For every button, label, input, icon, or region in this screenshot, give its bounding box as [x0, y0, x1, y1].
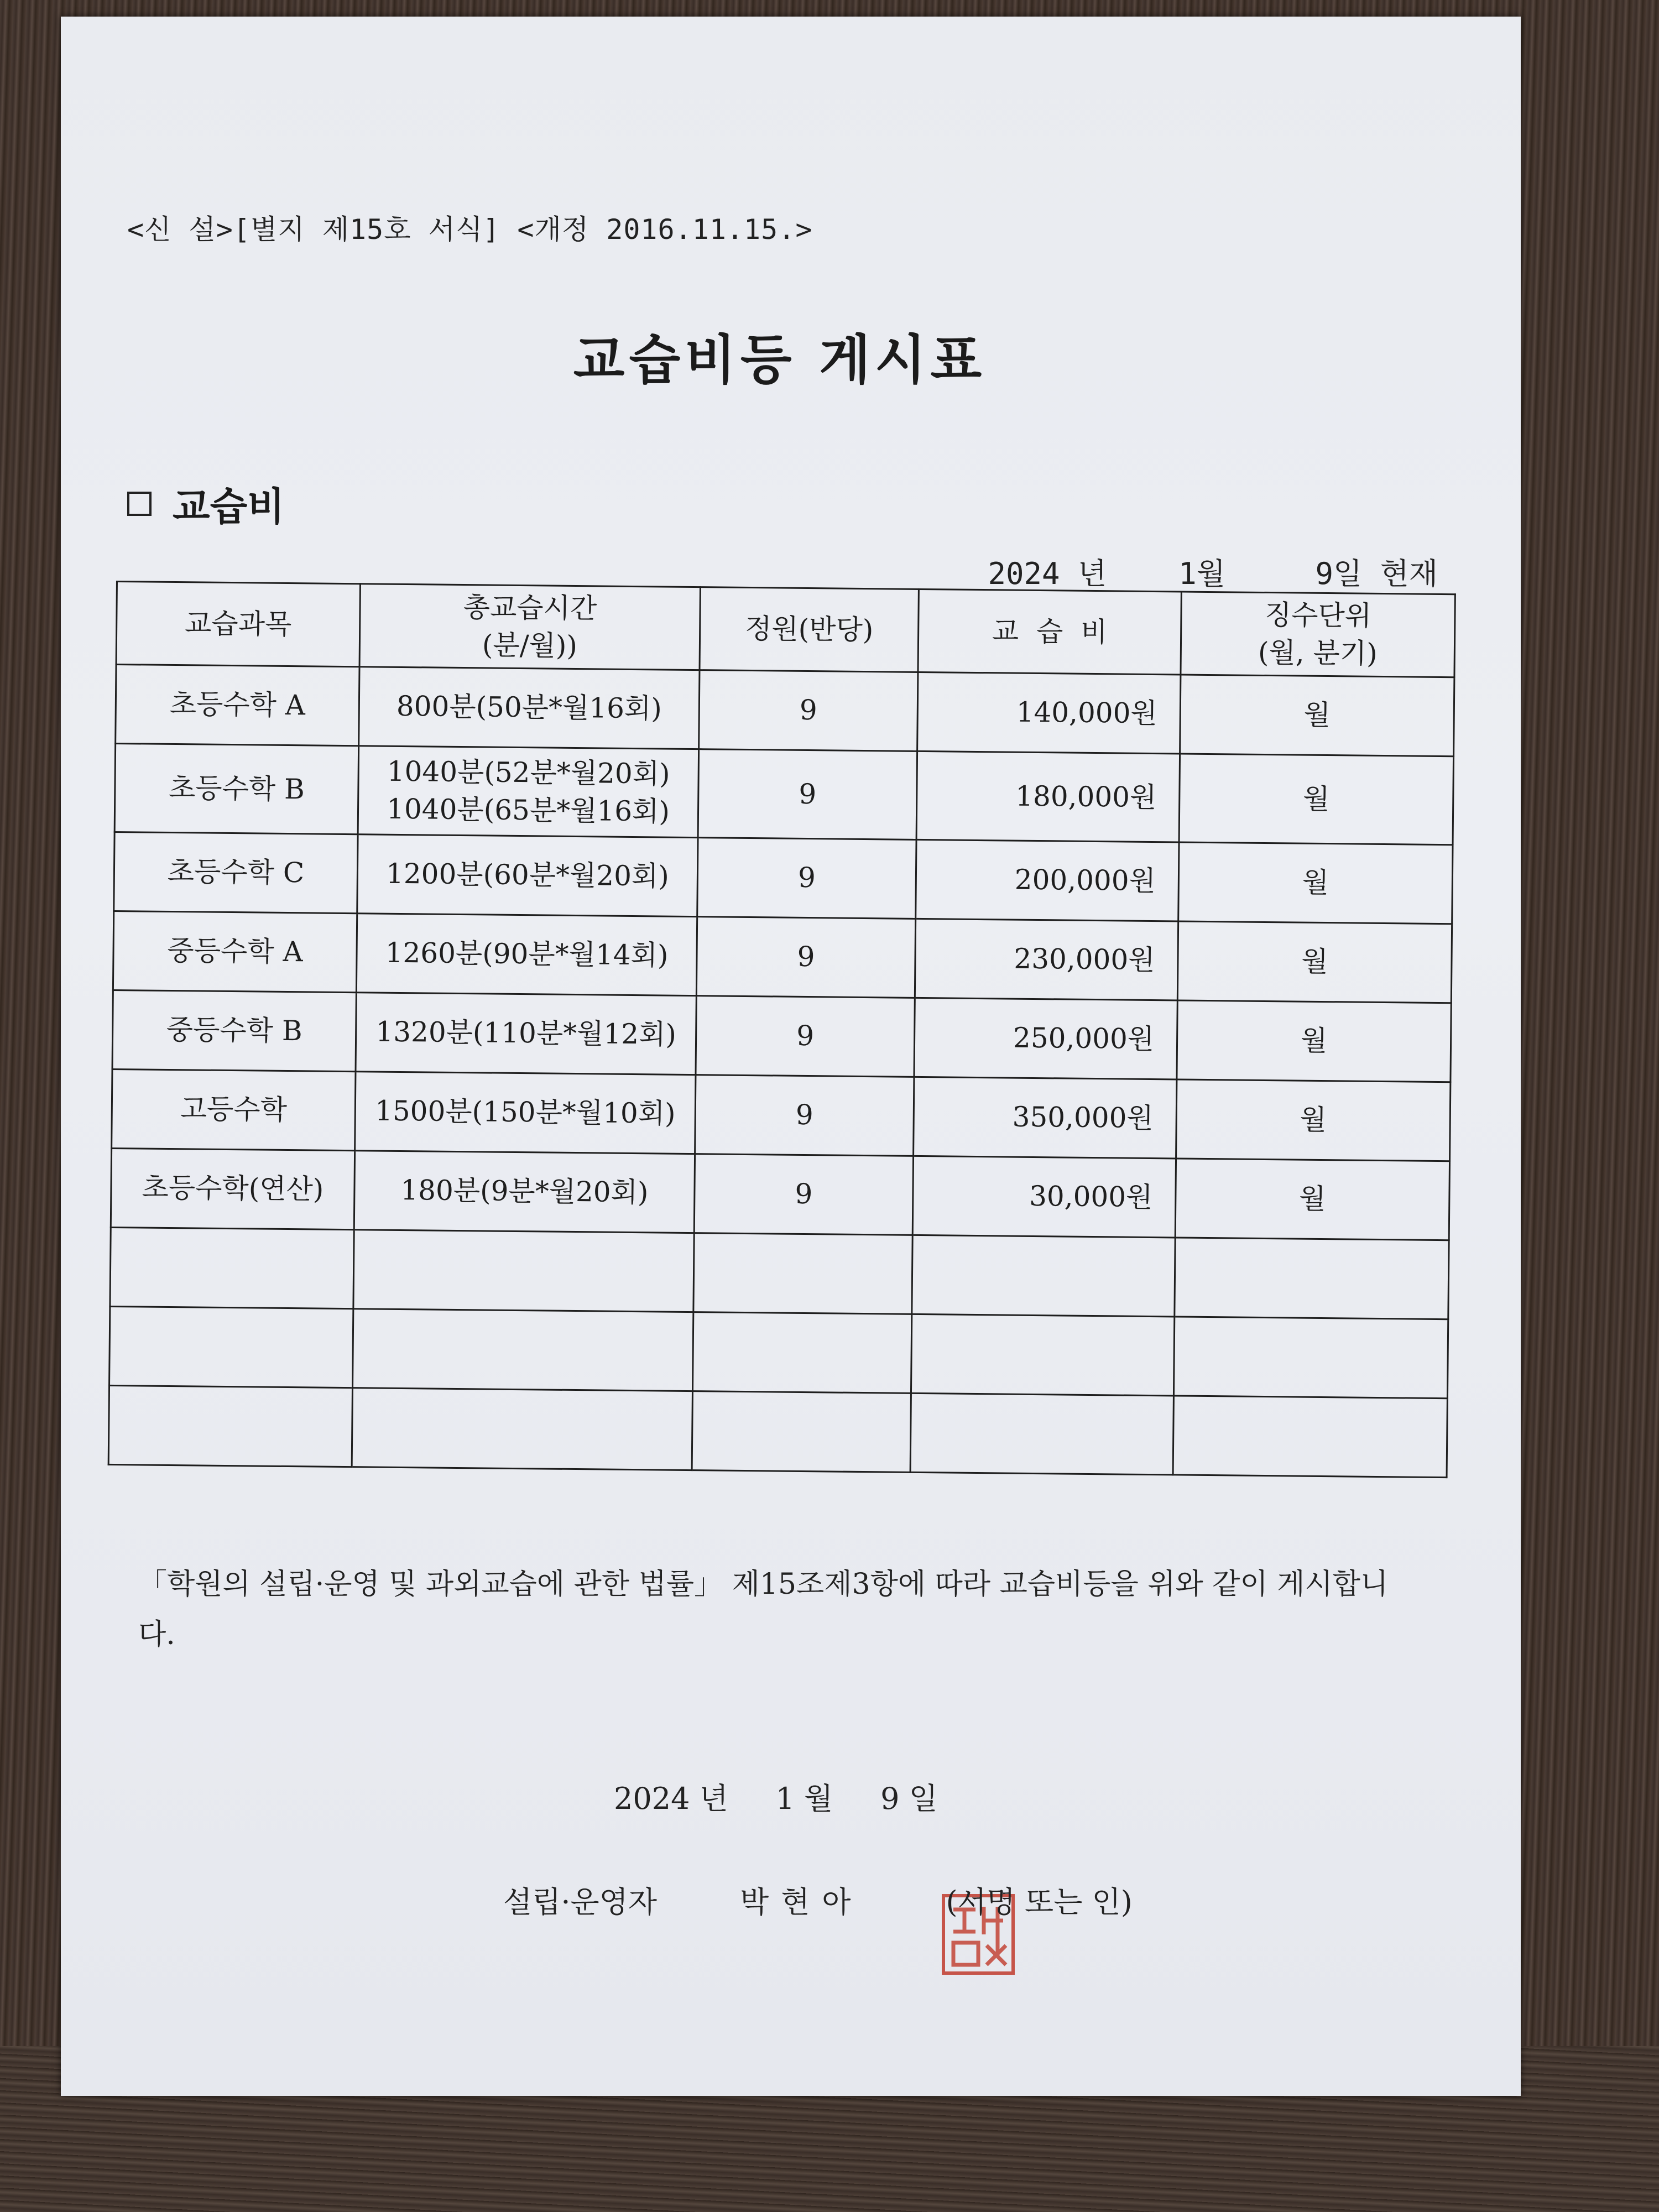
cell-total-time-line2: 1040분(65분*월16회)	[386, 792, 670, 828]
checkbox-icon	[127, 492, 152, 516]
cell-total-time: 1200분(60분*월20회)	[357, 834, 698, 917]
cell-unit: 월	[1178, 842, 1453, 924]
cell-total-time: 180분(9분*월20회)	[354, 1151, 695, 1233]
signature-hint: (서명 또는 인)	[946, 1884, 1133, 1919]
posting-date: 2024 년 1 월 9 일	[614, 1781, 938, 1816]
cell-capacity: 9	[698, 749, 917, 840]
table-row-empty	[109, 1306, 1448, 1398]
document-title: 교습비등 게시표	[573, 329, 987, 391]
table-row	[114, 744, 1453, 845]
cell-fee: 250,000원	[914, 998, 1177, 1079]
header-total-time-line1: 총교습시간	[463, 591, 597, 625]
cell-total-time: 800분(50분*월16회)	[359, 667, 700, 749]
cell-fee: 200,000원	[916, 839, 1179, 921]
cell-subject: 중등수학 B	[112, 990, 356, 1071]
cell-capacity: 9	[699, 670, 918, 752]
cell-subject: 중등수학 A	[113, 911, 357, 992]
header-total-time	[359, 584, 700, 670]
legal-notice: 「학원의 설립·운영 및 과외교습에 관한 법률」 제15조제3항에 따라 교습비등을 위와 같이 게시합니다.	[138, 1568, 1389, 1651]
table-row-empty	[108, 1385, 1447, 1477]
cell-capacity: 9	[697, 838, 916, 919]
table-row-empty	[110, 1227, 1449, 1319]
cell-unit: 월	[1179, 754, 1454, 845]
cell-fee: 350,000원	[914, 1077, 1177, 1159]
section-heading	[127, 476, 285, 531]
cell-subject: 초등수학 A	[116, 665, 359, 746]
table-row	[112, 1069, 1451, 1161]
tuition-table	[108, 581, 1456, 1478]
cell-unit: 월	[1175, 1159, 1449, 1240]
table-row	[114, 832, 1453, 924]
document-paper	[61, 17, 1521, 2096]
header-fee: 교 습 비	[918, 589, 1181, 675]
cell-subject: 초등수학 C	[114, 832, 358, 913]
form-number: <신 설>[별지 제15호 서식] <개정 2016.11.15.>	[127, 213, 813, 246]
cell-unit: 월	[1180, 675, 1454, 757]
operator-name: 박현아	[740, 1884, 863, 1919]
as-of-date: 2024 년 1월 9일 현재	[988, 556, 1438, 591]
cell-total-time: 1320분(110분*월12회)	[356, 993, 696, 1075]
cell-subject: 초등수학(연산)	[111, 1148, 354, 1229]
table-header-row	[116, 582, 1455, 677]
cell-capacity: 9	[694, 1154, 913, 1235]
table-row	[111, 1148, 1449, 1240]
cell-unit: 월	[1177, 1000, 1451, 1082]
cell-total-time	[358, 746, 699, 838]
cell-capacity: 9	[695, 1075, 914, 1156]
cell-total-time: 1260분(90분*월14회)	[356, 914, 697, 996]
table-row	[113, 911, 1452, 1003]
section-title: 교습비	[173, 484, 285, 529]
cell-fee: 230,000원	[915, 919, 1178, 1000]
cell-fee: 140,000원	[917, 672, 1181, 754]
cell-unit: 월	[1176, 1079, 1451, 1161]
cell-total-time-line1: 1040분(52분*월20회)	[387, 755, 670, 790]
cell-fee: 180,000원	[916, 751, 1180, 842]
cell-fee: 30,000원	[912, 1156, 1176, 1238]
cell-unit: 월	[1177, 921, 1452, 1003]
header-unit-line1: 징수단위	[1264, 598, 1372, 632]
header-unit	[1181, 592, 1455, 677]
header-capacity: 정원(반당)	[700, 587, 919, 672]
table-row	[116, 665, 1454, 757]
operator-line	[503, 1855, 1133, 1944]
cell-capacity: 9	[696, 917, 915, 998]
operator-label: 설립·운영자	[503, 1884, 657, 1919]
cell-subject: 초등수학 B	[114, 744, 359, 834]
header-total-time-line2: (분/월))	[482, 628, 578, 662]
table-row	[112, 990, 1451, 1082]
header-unit-line2: (월, 분기)	[1258, 636, 1378, 670]
cell-subject: 고등수학	[112, 1069, 356, 1150]
cell-total-time: 1500분(150분*월10회)	[355, 1072, 696, 1154]
cell-capacity: 9	[696, 996, 915, 1077]
header-subject: 교습과목	[116, 582, 360, 667]
